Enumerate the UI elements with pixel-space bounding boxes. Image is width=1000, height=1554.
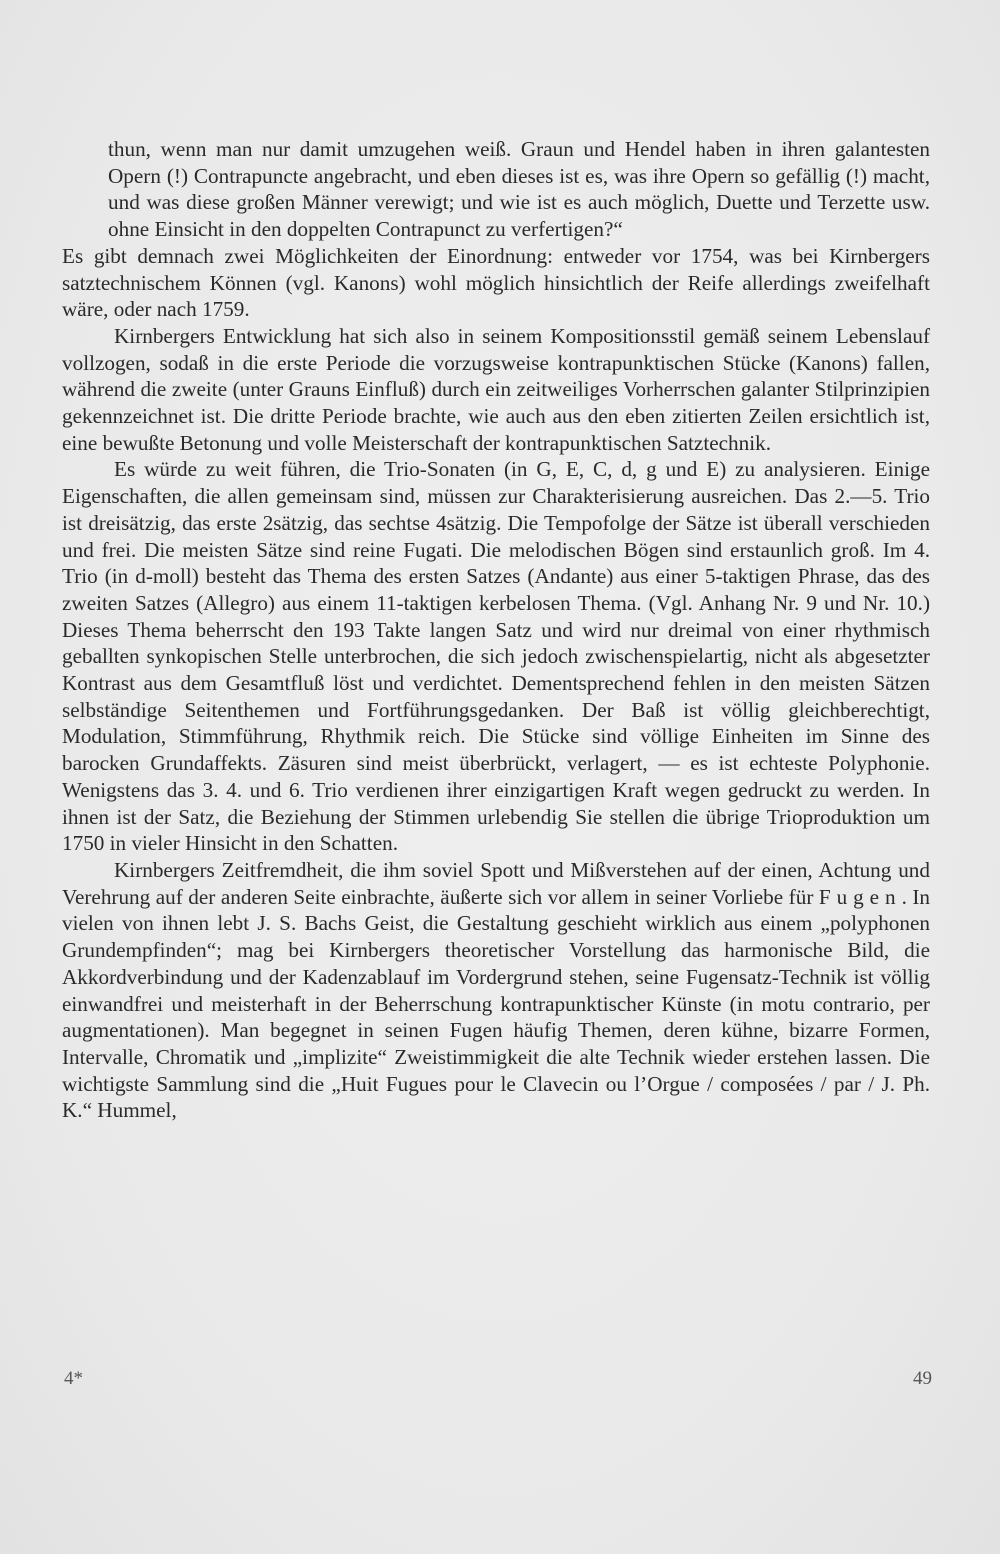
paragraph-development: Kirnbergers Entwicklung hat sich also in seinem Kompositionsstil gemäß seinem Lebenslauf vollzogen, sodaß in die erste Periode die vorzugsweise kontrapunktischen Stücke (Kanons) fallen, während die zweite (unter Grauns Einfluß) durch ein zeitweiliges Vorherrschen galanter Stilprinzipien gekennzeichnet ist. Die dritte Periode brachte, wie auch aus den eben zitierten Zeilen ersichtlich ist, eine bewußte Betonung und volle Meisterschaft der kontrapunktischen Satztechnik. (62, 323, 930, 455)
signature-mark: 4* (64, 1368, 83, 1389)
body-text (62, 136, 930, 1124)
paragraph-trio-sonatas: Es würde zu weit führen, die Trio-Sonaten (in G, E, C, d, g und E) zu analysieren. Einige Eigenschaften, die allen gemeinsam sind, müssen zur Charakterisierung ausreichen. Das 2.—5. Trio ist dreisätzig, das erste 2sätzig, das sechtse 4sätzig. Die Tempofolge der Sätze ist überall verschieden und frei. Die meisten Sätze sind reine Fugati. Die melodischen Bögen sind erstaunlich groß. Im 4. Trio (in d-moll) besteht das Thema des ersten Satzes (Andante) aus einer 5-taktigen Phrase, das des zweiten Satzes (Allegro) aus einem 11-taktigen kerbelosen Thema. (Vgl. Anhang Nr. 9 und Nr. 10.) Dieses Thema beherrscht den 193 Takte langen Satz und wird nur dreimal von einer rhythmisch geballten synkopischen Stelle unterbrochen, die sich jedoch zwischenspielartig, nicht als abgesetzter Kontrast aus dem Gesamtfluß löst und verdichtet. Dementsprechend fehlen in den meisten Sätzen selbständige Seitenthemen und Fortführungsgedanken. Der Baß ist völlig gleichberechtigt, Modulation, Stimmführung, Rhythmik reich. Die Stücke sind völlige Einheiten im Sinne des barocken Grundaffekts. Zäsuren sind meist überbrückt, verlagert, — es ist echteste Polyphonie. Wenigstens das 3. 4. und 6. Trio verdienen ihrer einzigartigen Kraft wegen gedruckt zu werden. In ihnen ist der Satz, die Beziehung der Stimmen urlebendig Sie stellen die übrige Trioproduktion um 1750 in vieler Hinsicht in den Schatten. (62, 457, 930, 856)
fugues-text-after: . In vielen von ihnen lebt J. S. Bachs Geist, die Gestaltung geschieht wirklich aus einem „polyphonen Grundempfinden“; mag bei Kirnbergers theoretischer Vorstellung das harmonische Bild, die Akkordverbindung und der Kadenzablauf im Vordergrund stehen, seine Fugensatz-Technik ist völlig einwandfrei und meisterhaft in der Beherrschung kontrapunktischer Künste (in motu contrario, per augmentationen). Man begegnet in seinen Fugen häufig Themen, deren kühne, bizarre Formen, Intervalle, Chromatik und „implizite“ Zweistimmigkeit die alte Technik wieder erstehen lassen. Die wichtigste Sammlung sind die „Huit Fugues pour le Clavecin ou l’Orgue / composées / par / J. Ph. K.“ Hummel, (62, 884, 931, 1123)
paragraph-placement: Es gibt demnach zwei Möglichkeiten der Einordnung: entweder vor 1754, was bei Kirnbergers satztechnischem Können (vgl. Kanons) wohl möglich hinsichtlich der Reife allerdings zweifelhaft wäre, oder nach 1759. (62, 243, 930, 322)
fugues-emphasis: Fugen (818, 884, 902, 909)
paragraph-fugues (62, 857, 930, 1124)
fugues-text-before: Kirnbergers Zeitfremdheit, die ihm soviel Spott und Mißverstehen auf der einen, Achtung und Verehrung auf der anderen Seite einbrachte, äußerte sich vor allem in seiner Vorliebe für (62, 857, 930, 909)
quote-paragraph: thun, wenn man nur damit umzugehen weiß. Graun und Hendel haben in ihren galantesten Opern (!) Contrapuncte angebracht, und eben dieses ist es, was ihre Opern so gefällig (!) macht, und was diese großen Männer verewigt; und wie ist es auch möglich, Duette und Terzette usw. ohne Einsicht in den doppelten Contrapunct zu verfertigen?“ (108, 137, 930, 242)
page-number: 49 (913, 1368, 932, 1389)
